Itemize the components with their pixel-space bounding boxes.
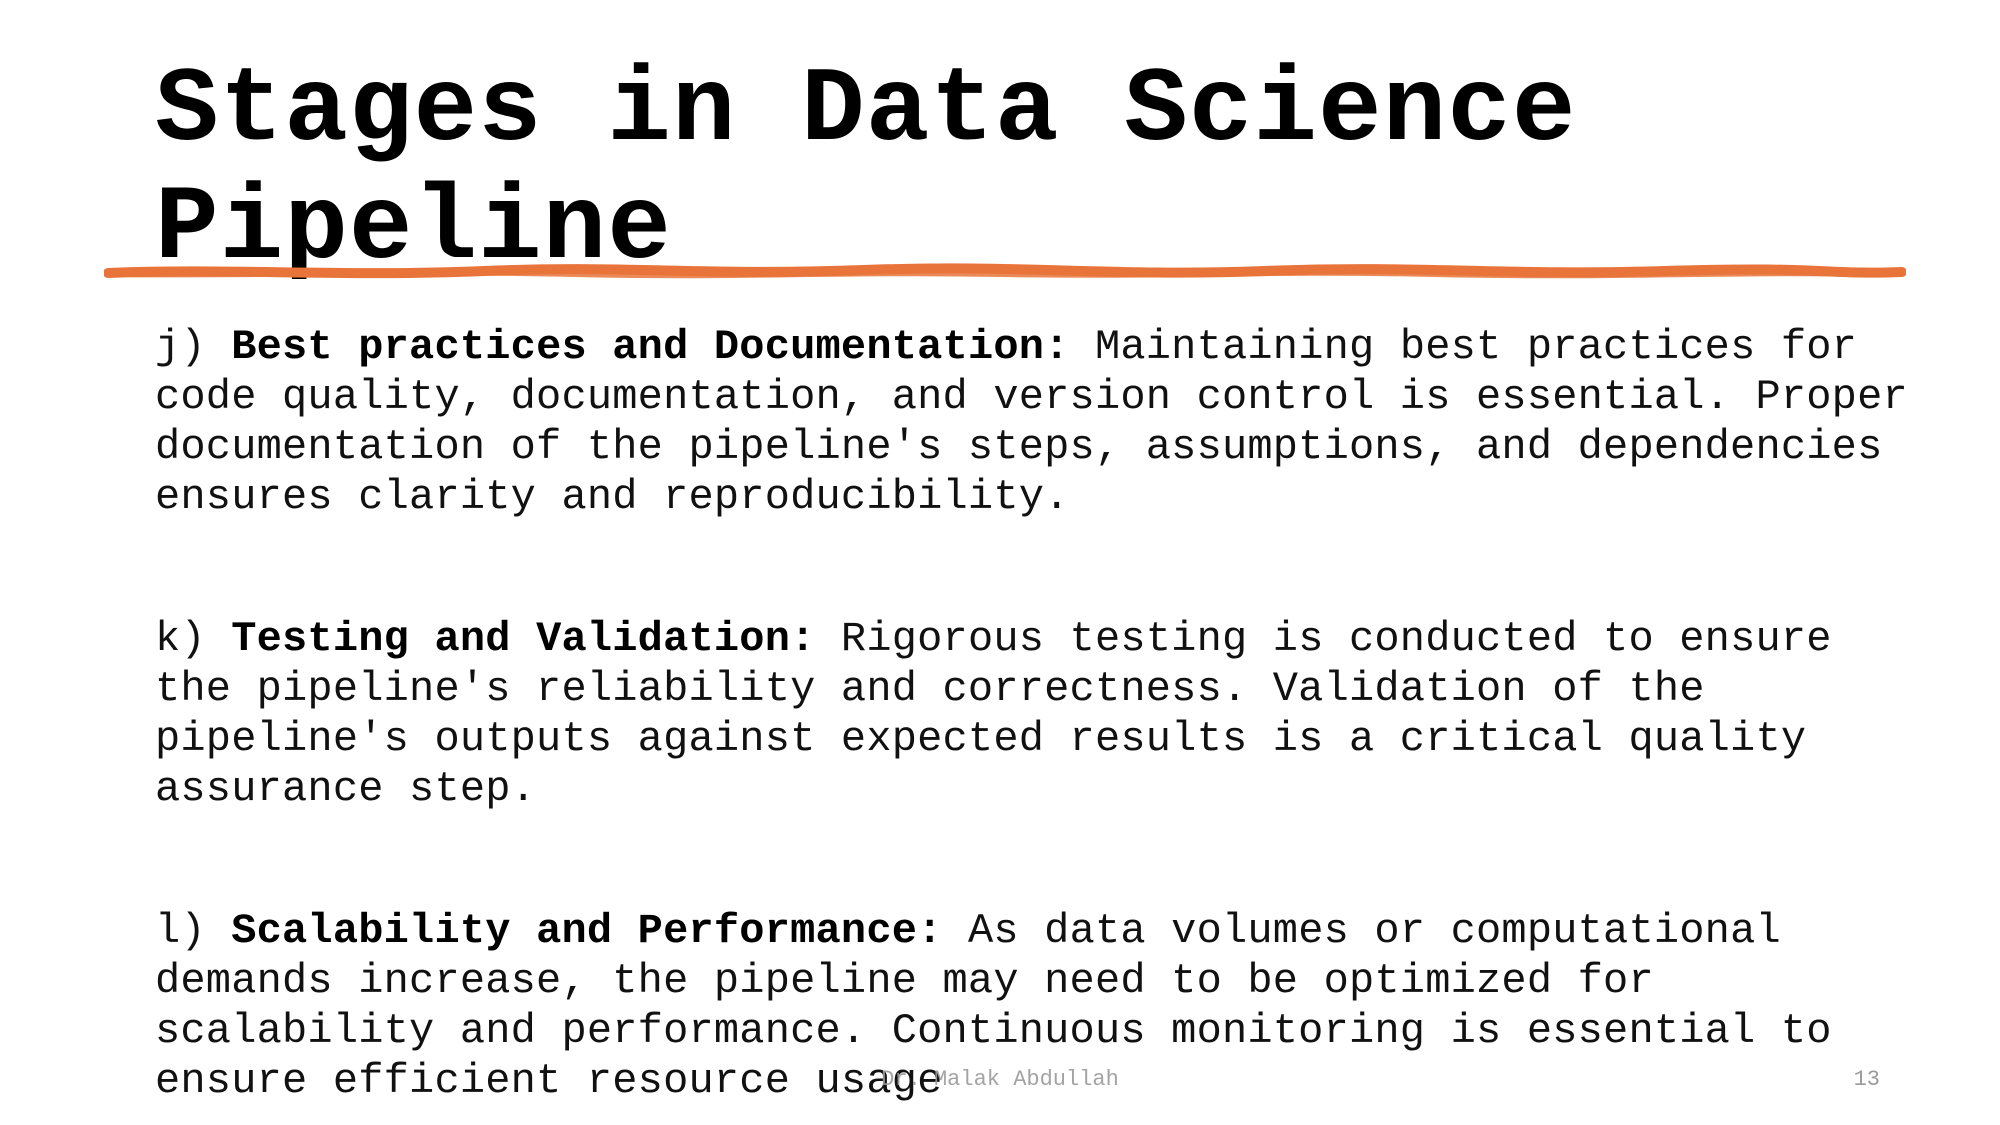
title-underline: [104, 262, 1906, 284]
paragraph-testing-validation: [155, 614, 1915, 814]
slide-title: Stages in Data Science Pipeline: [155, 51, 1577, 289]
paragraph-heading: Scalability and Performance:: [231, 907, 943, 955]
paragraph-label: k): [155, 615, 232, 663]
paragraph-heading: Best practices and Documentation:: [231, 323, 1070, 371]
paragraph-label: j): [155, 323, 232, 371]
paragraph-heading: Testing and Validation:: [231, 615, 816, 663]
paragraph-text: Rigorous testing is conducted to ensure the pipeline's reliability and correctness. Validation of the pipeline's outputs against expected results is a critical quality assurance step.: [155, 615, 1832, 813]
paragraph-label: l): [155, 907, 232, 955]
slide-body: [155, 322, 1915, 1125]
page-number: 13: [1853, 1067, 1880, 1092]
paragraph-text: Maintaining best practices for code quality, documentation, and version control is essential. Proper documentation of the pipeline's steps, assumptions, and dependencies ensures clarity and reproducibility.: [155, 323, 1908, 521]
paragraph-text: As data volumes or computational demands increase, the pipeline may need to be optimized for scalability and performance. Continuous monitoring is essential to ensure efficient resource usage: [155, 907, 1832, 1105]
paragraph-best-practices: [155, 322, 1915, 522]
footer-author: Dr. Malak Abdullah: [881, 1067, 1119, 1092]
